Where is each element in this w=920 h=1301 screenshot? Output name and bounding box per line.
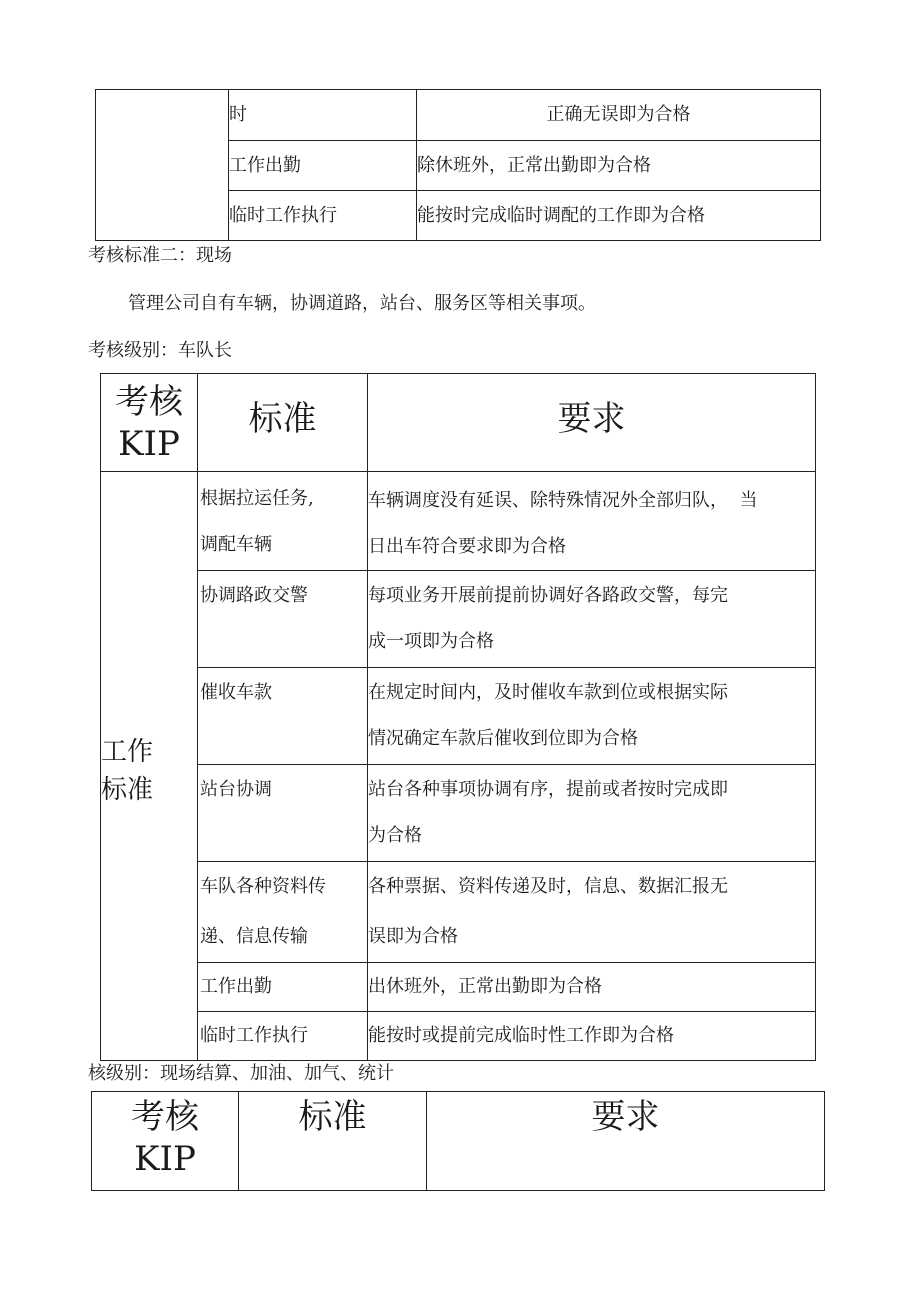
- standard-cell: [229, 191, 417, 241]
- standard-cell: [198, 862, 368, 963]
- category-cell: [96, 90, 229, 241]
- table-row: [101, 571, 816, 668]
- standard-text: 根据拉运任务,: [200, 488, 314, 509]
- requirement-header: [427, 1092, 825, 1191]
- category-cell: [101, 472, 198, 1061]
- requirement-text: 在规定时间内，及时催收车款到位或根据实际: [368, 682, 728, 703]
- requirement-text: 日出车符合要求即为合格: [368, 536, 566, 557]
- standard-cell: [198, 1012, 368, 1061]
- requirement-text: 除休班外，正常出勤即为合格: [417, 155, 651, 176]
- assessment-table-2: [91, 1091, 825, 1191]
- standard-text: 递、信息传输: [200, 926, 308, 947]
- standard-text: 临时工作执行: [200, 1025, 308, 1046]
- standard-text: 时: [229, 104, 247, 125]
- standard-cell: [229, 90, 417, 141]
- requirement-text: 误即为合格: [368, 926, 458, 947]
- requirement-cell: [417, 90, 821, 141]
- category-line2: 标准: [101, 775, 154, 805]
- assessment-level: 考核级别：车队长: [88, 340, 232, 361]
- requirement-cell: [368, 963, 816, 1012]
- standard-cell: [198, 963, 368, 1012]
- table-row: [101, 668, 816, 765]
- section-heading: 考核标准二：现场: [88, 245, 232, 266]
- kip-header-line2: KIP: [118, 423, 180, 464]
- table-continued: [95, 89, 821, 241]
- standard-cell: [198, 668, 368, 765]
- requirement-text: 能按时或提前完成临时性工作即为合格: [368, 1025, 674, 1046]
- section-description: 管理公司自有车辆，协调道路，站台、服务区等相关事项。: [128, 293, 596, 314]
- table-row: [101, 1012, 816, 1061]
- standard-text: 工作出勤: [229, 155, 301, 176]
- standard-text: 站台协调: [200, 779, 272, 800]
- requirement-cell: [417, 141, 821, 191]
- requirement-text: 情况确定车款后催收到位即为合格: [368, 728, 638, 749]
- requirement-header-text: 要求: [557, 398, 626, 439]
- standard-cell: [229, 141, 417, 191]
- table-row: [96, 90, 821, 141]
- requirement-text: 为合格: [368, 825, 422, 846]
- requirement-cell: [368, 571, 816, 668]
- assessment-level: 核级别：现场结算、加油、加气、统计: [88, 1063, 394, 1084]
- standard-header-text: 标准: [298, 1097, 367, 1137]
- kip-header: [92, 1092, 239, 1191]
- requirement-cell: [368, 765, 816, 862]
- standard-cell: [198, 472, 368, 571]
- requirement-cell: [417, 191, 821, 241]
- requirement-text: 车辆调度没有延误、除特殊情况外全部归队， 当: [368, 490, 758, 511]
- requirement-text: 各种票据、资料传递及时，信息、数据汇报无: [368, 876, 728, 897]
- requirement-text: 出休班外，正常出勤即为合格: [368, 976, 602, 997]
- requirement-text: 成一项即为合格: [368, 631, 494, 652]
- standard-cell: [198, 571, 368, 668]
- requirement-header-text: 要求: [591, 1097, 660, 1137]
- standard-cell: [198, 765, 368, 862]
- kip-header-line1: 考核: [131, 1097, 199, 1137]
- table-row: [101, 765, 816, 862]
- table-row: [101, 472, 816, 571]
- standard-text: 临时工作执行: [229, 205, 337, 226]
- requirement-text: 每项业务开展前提前协调好各路政交警，每完: [368, 585, 728, 606]
- requirement-cell: [368, 472, 816, 571]
- kip-header-line1: 考核: [115, 381, 183, 422]
- standard-text: 调配车辆: [200, 534, 272, 555]
- requirement-cell: [368, 862, 816, 963]
- category-line1: 工作: [101, 737, 154, 767]
- kip-header-line2: KIP: [134, 1139, 196, 1179]
- kip-header: [101, 374, 198, 472]
- standard-text: 车队各种资料传: [200, 876, 326, 897]
- standard-header: [239, 1092, 427, 1191]
- standard-text: 协调路政交警: [200, 585, 308, 606]
- requirement-cell: [368, 668, 816, 765]
- standard-text: 催收车款: [200, 682, 272, 703]
- requirement-header: [368, 374, 816, 472]
- standard-header: [198, 374, 368, 472]
- table-header-row: [92, 1092, 825, 1191]
- standard-header-text: 标准: [248, 398, 317, 439]
- table-row: [101, 862, 816, 963]
- table-header-row: [101, 374, 816, 472]
- requirement-cell: [368, 1012, 816, 1061]
- table-row: [101, 963, 816, 1012]
- requirement-text: 站台各种事项协调有序，提前或者按时完成即: [368, 779, 728, 800]
- requirement-text: 能按时完成临时调配的工作即为合格: [417, 205, 705, 226]
- requirement-text: 正确无误即为合格: [546, 104, 691, 125]
- standard-text: 工作出勤: [200, 976, 272, 997]
- assessment-table: [100, 373, 816, 1061]
